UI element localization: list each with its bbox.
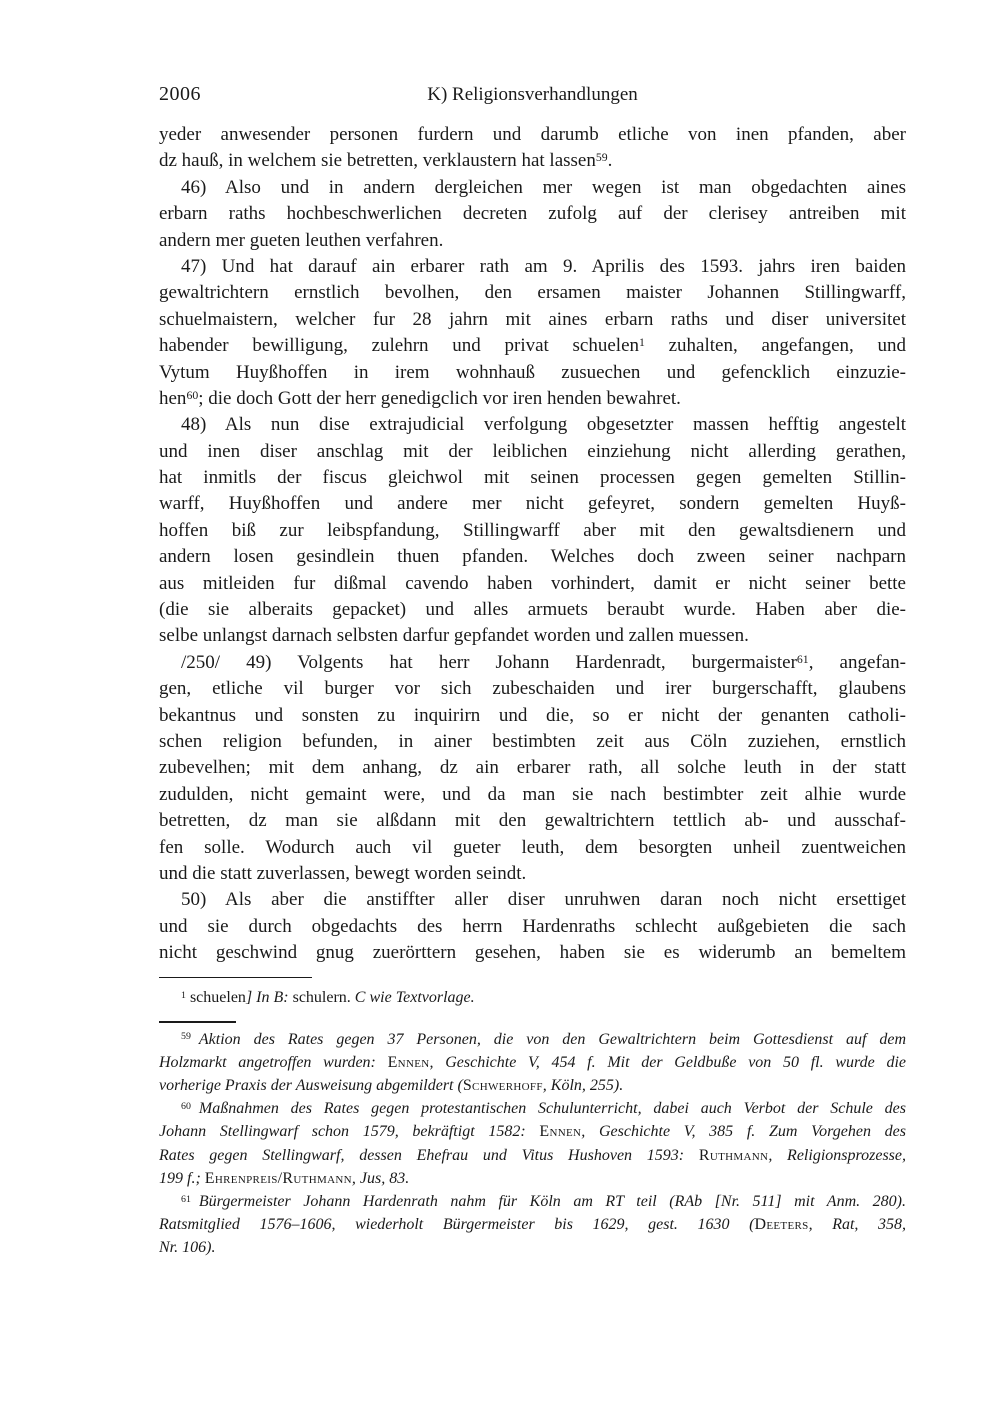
text-line [159,1028,906,1051]
text-run: andern losen gesindlein thuen pfanden. Welches doch zween seiner nachparn [159,546,906,568]
text-run: fen solle. Wodurch auch vil gueter leuth, dem besorgten unheil zuentweichen [159,836,906,858]
text-line [159,201,906,227]
footnotes-section [159,1028,906,1260]
text-run: yeder anwesender personen furdern und darumb etliche von inen pfanden, aber [159,124,906,145]
text-line [159,835,906,861]
text-line [159,544,906,570]
text-line [159,623,906,649]
text-line [159,1074,906,1097]
paragraph-46 [159,175,906,254]
text-run: /250/ 49) Volgents hat herr Johann Hardenradt, burgermaister [181,651,797,673]
footnote-rule [159,1021,236,1023]
text-line [159,986,906,1009]
text-line [159,1190,906,1213]
text-run: andern mer gueten leuthen verfahren. [159,229,444,251]
text-line [159,1120,906,1143]
text-run: betretten, dz man sie alßdann mit den gewaltrichtern tettlich ab- und ausschaf- [159,810,906,832]
text-run: erbarn raths hochbeschwerlichen decreten zufolg auf der clerisey antreiben mit [159,203,906,225]
text-line [159,491,906,517]
text-line [159,782,906,808]
text-run: gen, etliche vil burger vor sich zubeschaiden und irer burgerschafft, glaubens [159,678,906,700]
author-name-smallcaps: Ruthmann [698,1146,769,1164]
author-name-smallcaps: Ennen [539,1123,582,1141]
text-run: aus mitleiden fur dißmal cavendo haben vorhindert, damit er nicht seiner bette [159,572,906,594]
text-line [159,465,906,491]
text-run: , angefan- [808,651,906,673]
text-line [159,439,906,465]
text-run: und inen diser anschlag mit der leiblichen einziehung nicht allerding gerathen, [159,440,906,462]
text-run: ] In B: [245,989,293,1006]
text-line [159,755,906,781]
text-line [159,676,906,702]
text-line [159,887,906,913]
text-line [159,808,906,834]
text-run: C wie Textvorlage. [354,989,475,1006]
paragraph-49 [159,650,906,888]
text-run: nicht geschwind gnug zuerörttern gesehen, haben sie es widerumb an bemeltem [159,942,906,964]
text-line [159,571,906,597]
text-line [159,1144,906,1167]
text-run: Holzmarkt angetroffen wurden: [159,1053,388,1071]
text-run: 50) Als aber die anstiffter aller diser unruhwen daran noch nicht ersettiget [181,889,906,911]
paragraph-48 [159,412,906,650]
text-line [159,861,906,887]
text-line [159,1213,906,1236]
paragraph-47 [159,254,906,412]
text-line [159,650,906,676]
text-line [159,175,906,201]
text-run: , Jus, 83. [351,1169,410,1187]
text-run: zudulden, nicht gemaint were, und da man sie nach bestimbter zeit alhie wurde [159,783,906,805]
text-line [159,1236,906,1259]
footnote-marker: 61 [181,1193,191,1205]
author-name-smallcaps: Schwerhoff [462,1077,543,1095]
footnote-marker: 1 [181,989,186,1001]
text-line [159,1097,906,1120]
text-run: 46) Also und in andern dergleichen mer wegen ist man obgedachten aines [181,176,906,198]
text-line [159,360,906,386]
text-run: schuelen [185,989,246,1006]
text-run: Ratsmitglied 1576–1606, wiederholt Bürgermeister bis 1629, gest. 1630 ( [159,1216,755,1234]
text-line [159,254,906,280]
text-run: bekantnus und sonsten zu inquirirn und die, so er nicht der genanten catholi- [159,704,906,726]
text-run: gewaltrichtern ernstlich bevolhen, den ersamen maister Johannen Stillingwarff, [159,282,906,304]
text-line [159,228,906,254]
text-run: 47) Und hat darauf ain erbarer rath am 9. Aprilis des 1593. jahrs iren baiden [181,255,906,277]
footnote-59 [159,1028,906,1098]
apparatus-note [159,986,906,1009]
footnote-marker: 60 [181,1100,191,1112]
text-line [159,307,906,333]
footnote-marker: 61 [796,652,809,666]
author-name-smallcaps: Ennen [387,1053,430,1071]
text-line [159,122,906,148]
text-run: habender bewilligung, zulehrn und privat schuelen [159,335,640,357]
text-run: zubevelhen; mit dem anhang, dz ain erbarer rath, all solche leuth in der statt [159,757,906,779]
text-line [159,333,906,359]
paragraph-50 [159,887,906,966]
text-run: , Rat, 358, [808,1216,906,1234]
text-run: zuhalten, angefangen, und [644,335,906,357]
text-run: Vytum Huyßhoffen in irem wohnhauß zusuechen und gefencklich einzuzie- [159,361,906,383]
text-run: (die sie alberaits gepacket) und alles armuets beraubt wurde. Haben aber die- [159,599,906,621]
text-line [159,280,906,306]
text-run: Aktion des Rates gegen 37 Personen, die von den Gewaltrichtern beim Gottesdienst auf dem [190,1030,906,1048]
footnote-61 [159,1190,906,1260]
text-line [159,1051,906,1074]
text-run: dz hauß, in welchem sie betretten, verklaustern hat lassen [159,150,596,172]
text-run: 199 f.; [159,1169,205,1187]
footnote-marker: 59 [595,151,608,165]
footnote-60 [159,1097,906,1190]
text-line [159,1167,906,1190]
page-number: 2006 [159,83,201,105]
author-name-smallcaps: Deeters [754,1216,809,1234]
footnote-marker: 60 [186,388,199,402]
apparatus-rule [159,977,312,979]
text-run: 48) Als nun dise extrajudicial verfolgung obgesetzter massen hefftig angestelt [181,414,906,436]
footnote-marker: 1 [639,335,645,349]
text-line [159,518,906,544]
running-title: K) Religionsverhandlungen [427,84,638,105]
text-run: hoffen biß zur leibspfandung, Stillingwarff aber mit den gewaltsdienern und [159,519,906,541]
text-run: hen [159,387,187,409]
text-line [159,729,906,755]
page-header [159,84,906,105]
text-line [159,703,906,729]
text-run: Maßnahmen des Rates gegen protestantischen Schulunterricht, dabei auch Verbot der Schule des [190,1100,906,1118]
body-text [159,122,906,967]
text-run: schen religion befunden, in ainer bestimbten zeit aus Cöln zuziehen, ernstlich [159,730,906,752]
text-line [159,412,906,438]
author-name-smallcaps: Ehrenpreis/Ruthmann [204,1169,352,1187]
text-run: , Geschichte V, 454 f. Mit der Geldbuße von 50 fl. wurde die [429,1053,906,1071]
text-line [159,597,906,623]
text-run: warff, Huyßhoffen und andere mer nicht gefeyret, sondern gemelten Huyß- [159,493,906,515]
text-run: Rates gegen Stellingwarf, dessen Ehefrau und Vitus Hushoven 1593: [159,1146,699,1164]
text-line [159,914,906,940]
text-run: Bürgermeister Johann Hardenrath nahm für Köln am RT teil (RAb [Nr. 511] mit Anm. 280). [190,1193,906,1210]
text-run: hat inmitls der fiscus gleichwol mit seinen processen gegen gemelten Stillin- [159,467,906,489]
text-run: Johann Stellingwarf schon 1579, bekräftigt 1582: [159,1123,540,1141]
text-run: vorherige Praxis der Ausweisung abgemildert ( [159,1077,463,1095]
text-run: , Geschichte V, 385 f. Zum Vorgehen des [581,1123,906,1141]
text-line [159,386,906,412]
text-block [159,84,906,1260]
text-run: Nr. 106). [159,1239,216,1257]
text-line [159,940,906,966]
text-run: ; die doch Gott der herr genedigclich vor iren henden bewahret. [198,387,681,409]
text-run: und die statt zuverlassen, bewegt worden seindt. [159,862,527,884]
text-run: , Köln, 255). [542,1077,624,1095]
text-run: , Religionsprozesse, [768,1146,906,1164]
text-line [159,148,906,174]
text-run: . [607,150,613,172]
text-run: schuelmaistern, welcher fur 28 jahrn mit aines erbarn raths und diser universitet [159,308,906,330]
footnote-marker: 59 [181,1031,191,1043]
paragraph-continuation [159,122,906,175]
text-run: und sie durch obgedachts des herrn Hardenraths schlecht außgebieten die sach [159,915,906,937]
text-run: selbe unlangst darnach selbsten darfur gepfandet worden und zallen muessen. [159,625,749,647]
text-run: schulern. [292,989,355,1006]
